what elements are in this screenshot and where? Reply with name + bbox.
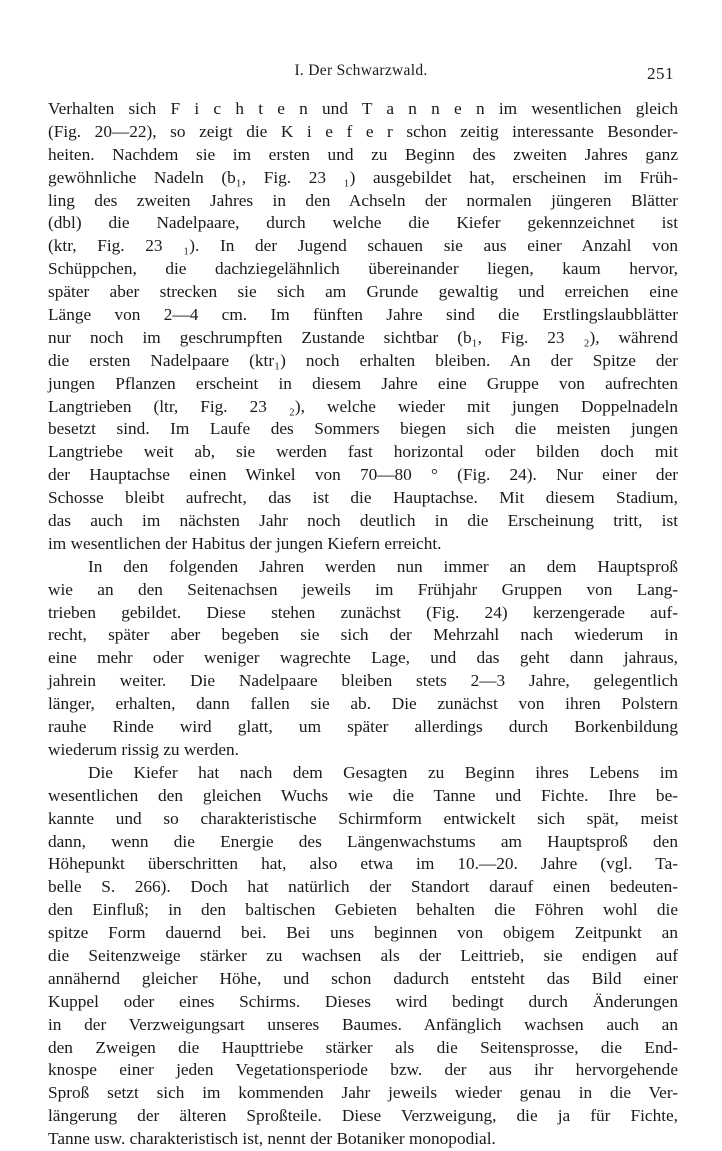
paragraph [48, 762, 678, 1151]
text-line: den Einfluß; in den baltischen Gebieten behalten die Föhren wohl die [48, 900, 678, 920]
text-line: in der Verzweigungsart unseres Baumes. Anfänglich wachsen auch an [48, 1014, 678, 1034]
text-line: Schüppchen, die dachziegelähnlich übereinander liegen, kaum hervor, [48, 259, 678, 279]
text-line: dann, wenn die Energie des Längenwachstums am Hauptsproß den [48, 831, 678, 851]
text-line: Langtriebe weit ab, sie werden fast horizontal oder bilden doch mit [48, 442, 678, 462]
chapter-title: I. Der Schwarzwald. [294, 62, 428, 79]
text-line: rauhe Rinde wird glatt, um später allerdings durch Borkenbildung [48, 717, 678, 737]
text-line: trieben gebildet. Diese stehen zunächst (Fig. 24) kerzengerade auf- [48, 602, 678, 622]
text-line: (Fig. 20—22), so zeigt die K i e f e r schon zeitig interessante Besonder- [48, 121, 678, 141]
text-line: besetzt sind. Im Laufe des Sommers biegen sich die meisten jungen [48, 419, 678, 439]
paragraph [48, 556, 678, 762]
text-line: Länge von 2—4 cm. Im fünften Jahre sind die Erstlingslaubblätter [48, 305, 678, 325]
text-line: kannte und so charakteristische Schirmform entwickelt sich spät, meist [48, 808, 678, 828]
text-line: Tanne usw. charakteristisch ist, nennt der Botaniker monopodial. [48, 1129, 496, 1149]
text-line: annähernd gleicher Höhe, und schon dadurch entsteht das Bild einer [48, 968, 678, 988]
text-line: das auch im nächsten Jahr noch deutlich in die Erscheinung tritt, ist [48, 511, 678, 531]
text-line: Sproß setzt sich im kommenden Jahr jeweils wieder genau in die Ver- [48, 1083, 678, 1103]
text-line: den Zweigen die Haupttriebe stärker als die Seitensprosse, die End- [48, 1037, 678, 1057]
text-line: Kuppel oder eines Schirms. Dieses wird bedingt durch Änderungen [48, 991, 678, 1011]
text-line: (dbl) die Nadelpaare, durch welche die Kiefer gekennzeichnet ist [48, 213, 678, 233]
text-line: Schosse bleibt aufrecht, das ist die Hauptachse. Mit diesem Stadium, [48, 488, 678, 508]
text-line: im wesentlichen der Habitus der jungen Kiefern erreicht. [48, 533, 442, 553]
text-line: ling des zweiten Jahres in den Achseln der normalen jüngeren Blätter [48, 190, 678, 210]
text-line: Die Kiefer hat nach dem Gesagten zu Beginn ihres Lebens im [88, 762, 678, 782]
text-line: Langtrieben (ltr, Fig. 23 ₂), welche wieder mit jungen Doppelnadeln [48, 396, 678, 416]
page-number: 251 [647, 64, 674, 83]
text-line: wiederum rissig zu werden. [48, 739, 239, 759]
text-line: gewöhnliche Nadeln (b₁, Fig. 23 ₁) ausgebildet hat, erscheinen im Früh- [48, 167, 678, 187]
body-text [48, 98, 678, 1151]
text-line: später aber strecken sie sich am Grunde gewaltig und erreichen eine [48, 282, 678, 302]
text-line: (ktr, Fig. 23 ₁). In der Jugend schauen sie aus einer Anzahl von [48, 236, 678, 256]
text-line: eine mehr oder weniger wagrechte Lage, und das geht dann jahraus, [48, 648, 678, 668]
text-line: der Hauptachse einen Winkel von 70—80 ° (Fig. 24). Nur einer der [48, 465, 678, 485]
text-line: längerung der älteren Sproßteile. Diese Verzweigung, die ja für Fichte, [48, 1106, 678, 1126]
text-line: belle S. 266). Doch hat natürlich der Standort darauf einen bedeuten- [48, 877, 678, 897]
running-header [0, 62, 722, 86]
text-line: wie an den Seitenachsen jeweils im Frühjahr Gruppen von Lang- [48, 579, 678, 599]
text-line: heiten. Nachdem sie im ersten und zu Beginn des zweiten Jahres ganz [48, 144, 678, 164]
text-line: jahrein weiter. Die Nadelpaare bleiben stets 2—3 Jahre, gelegentlich [48, 671, 678, 691]
text-line: länger, erhalten, dann fallen sie ab. Die zunächst von ihren Polstern [48, 694, 678, 714]
text-line: Höhepunkt überschritten hat, also etwa im 10.—20. Jahre (vgl. Ta- [48, 854, 678, 874]
text-line: jungen Pflanzen erscheint in diesem Jahre eine Gruppe von aufrechten [48, 373, 678, 393]
paragraph [48, 98, 678, 556]
text-line: wesentlichen den gleichen Wuchs wie die Tanne und Fichte. Ihre be- [48, 785, 678, 805]
text-line: Verhalten sich F i c h t e n und T a n n e n im wesentlichen gleich [48, 99, 678, 118]
text-line: die ersten Nadelpaare (ktr₁) noch erhalten bleiben. An der Spitze der [48, 350, 678, 370]
text-line: knospe einer jeden Vegetationsperiode bzw. der aus ihr hervorgehende [48, 1060, 678, 1080]
text-line: recht, später aber begeben sie sich der Mehrzahl nach wiederum in [48, 625, 678, 645]
text-line: nur noch im geschrumpften Zustande sichtbar (b₁, Fig. 23 ₂), während [48, 327, 678, 347]
text-line: spitze Form dauernd bei. Bei uns beginnen von obigem Zeitpunkt an [48, 923, 678, 943]
text-line: In den folgenden Jahren werden nun immer an dem Hauptsproß [88, 556, 678, 576]
text-line: die Seitenzweige stärker zu wachsen als der Leittrieb, sie endigen auf [48, 945, 678, 965]
